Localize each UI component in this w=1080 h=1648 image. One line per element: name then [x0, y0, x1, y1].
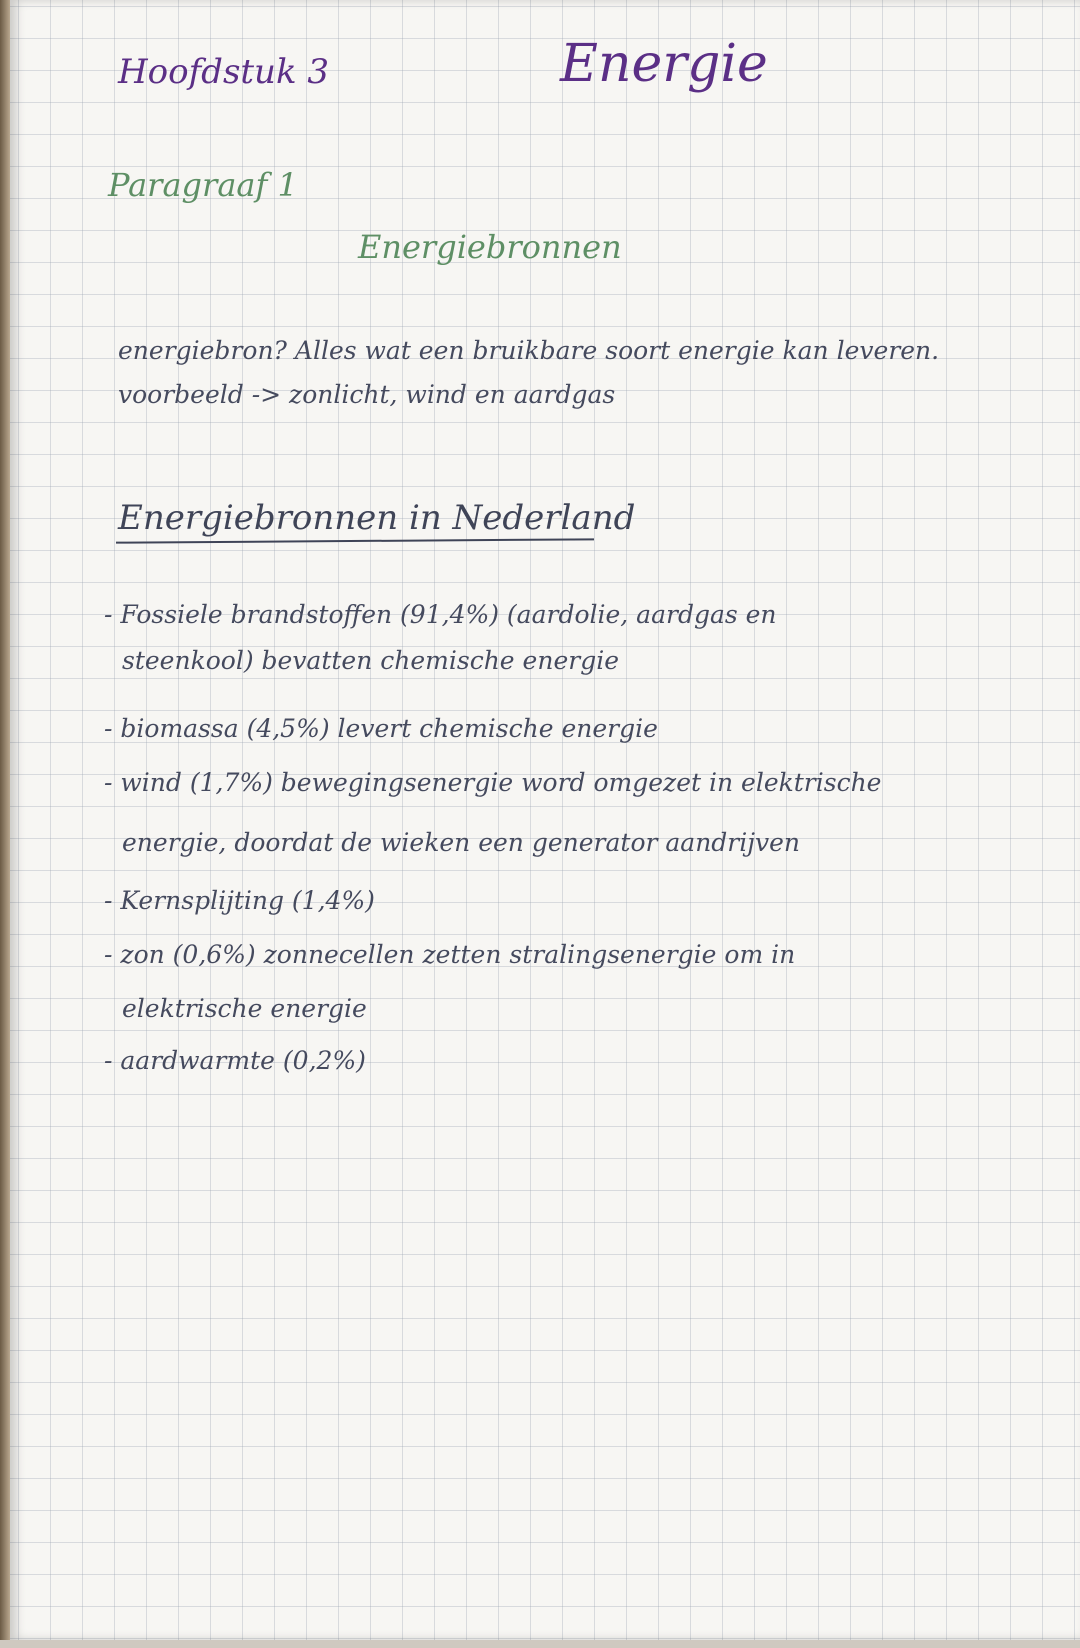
list-item-wind-line-2: energie, doordat de wieken een generator aandrijven [122, 828, 801, 857]
notebook-binding-edge [0, 0, 10, 1648]
chapter-title: Hoofdstuk 3 [118, 52, 329, 92]
list-item-aardwarmte: - aardwarmte (0,2%) [104, 1046, 366, 1075]
page-bottom-edge [0, 1640, 1080, 1648]
intro-line-1: energiebron? Alles wat een bruikbare soort energie kan leveren. [118, 336, 940, 365]
list-item-fossiel-line-2: steenkool) bevatten chemische energie [122, 646, 619, 675]
list-item-fossiel-line-1: - Fossiele brandstoffen (91,4%) (aardolie, aardgas en [104, 600, 777, 629]
section-subtitle: Energiebronnen [358, 228, 622, 266]
section-label: Paragraaf 1 [108, 166, 298, 204]
list-heading: Energiebronnen in Nederland [118, 498, 636, 538]
list-item-zon-line-2: elektrische energie [122, 994, 367, 1023]
intro-line-2: voorbeeld -> zonlicht, wind en aardgas [118, 380, 616, 409]
page-title: Energie [560, 34, 768, 94]
list-item-zon-line-1: - zon (0,6%) zonnecellen zetten stralingsenergie om in [104, 940, 796, 969]
list-item-kernsplijting: - Kernsplijting (1,4%) [104, 886, 375, 915]
list-item-biomassa: - biomassa (4,5%) levert chemische energie [104, 714, 658, 743]
list-item-wind-line-1: - wind (1,7%) bewegingsenergie word omgezet in elektrische [104, 768, 882, 797]
